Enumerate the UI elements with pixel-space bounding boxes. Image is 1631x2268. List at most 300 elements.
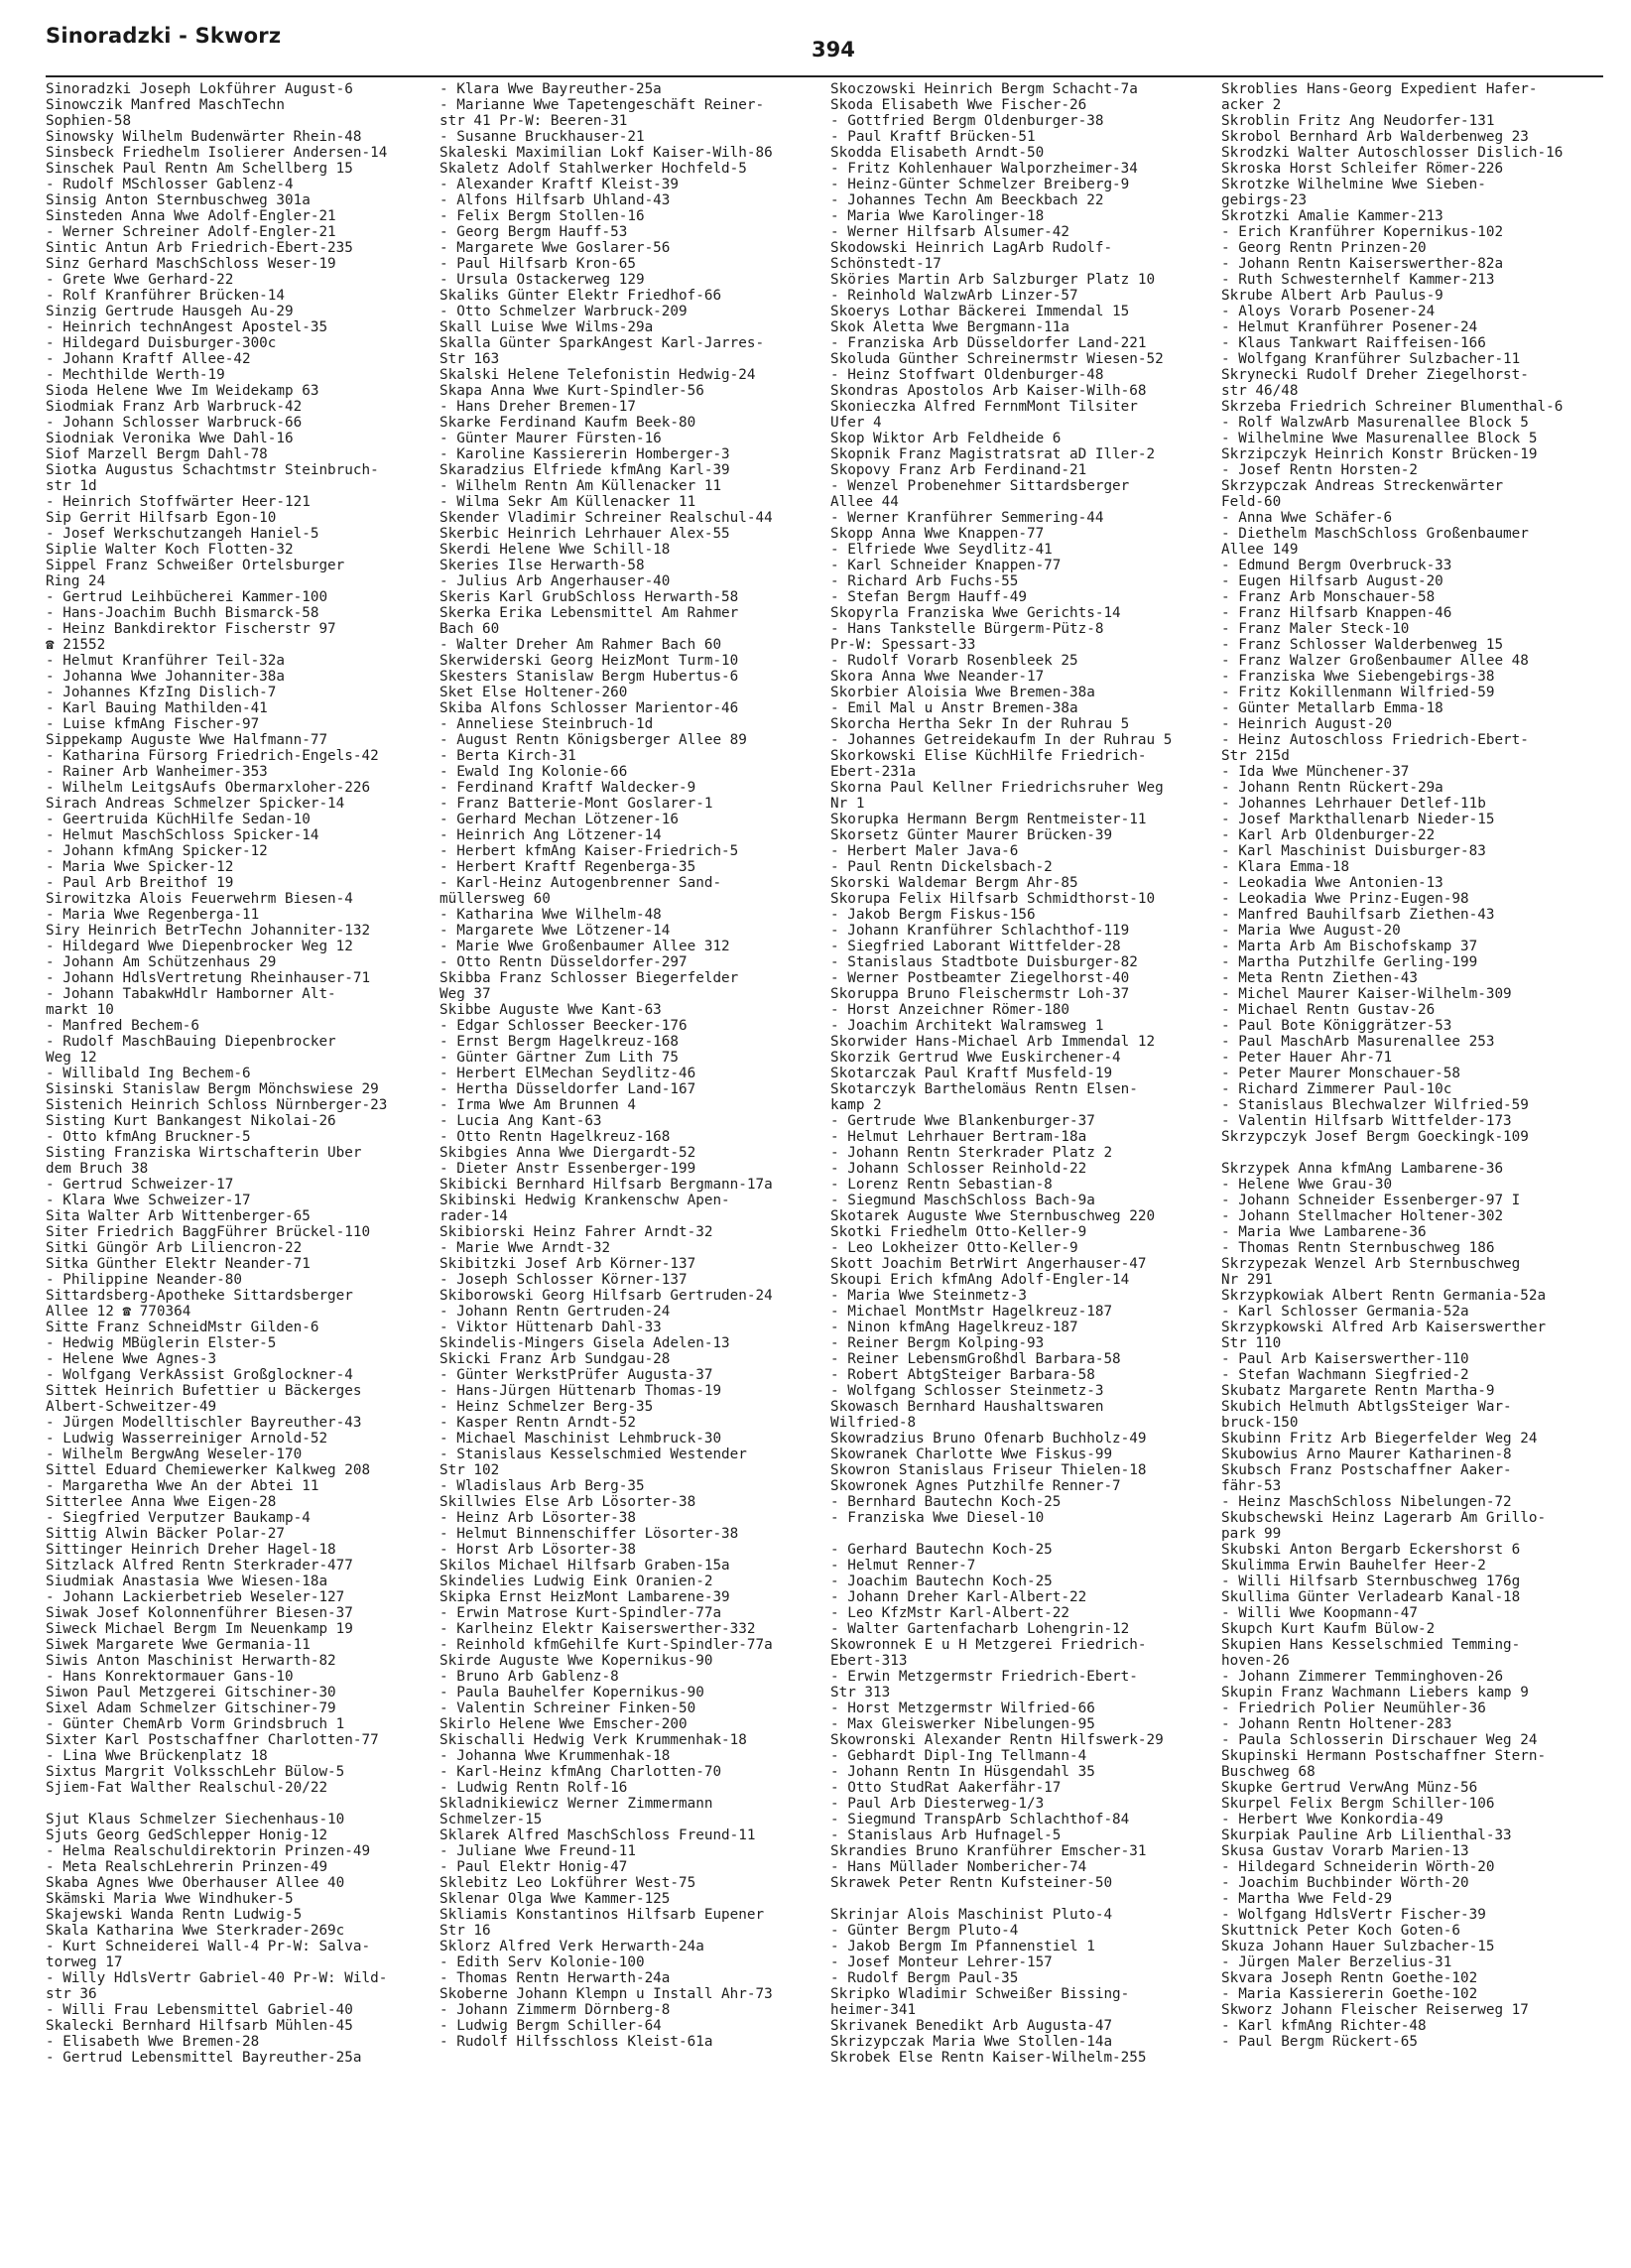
- directory-entry: - Reiner Bergm Kolping-93: [830, 1335, 1045, 1351]
- directory-entry: - Margarete Wwe Goslarer-56: [439, 240, 671, 256]
- directory-entry: - Rainer Arb Wanheimer-353: [46, 764, 268, 780]
- directory-entry: - Paul Elektr Honig-47: [439, 1859, 628, 1875]
- directory-column-3: [830, 81, 1205, 2066]
- directory-entry: Skurpiak Pauline Arb Lilienthal-33: [1221, 1827, 1512, 1843]
- directory-entry: - Dieter Anstr Essenberger-199: [439, 1161, 696, 1177]
- directory-entry: - Hildegard Duisburger-300c: [46, 335, 277, 351]
- directory-entry: - Ida Wwe Münchener-37: [1221, 764, 1410, 780]
- directory-entry: - Jakob Bergm Fiskus-156: [830, 907, 1036, 923]
- directory-entry: Skrobek Else Rentn Kaiser-Wilhelm-255: [830, 2050, 1147, 2066]
- directory-entry: Skorupka Hermann Bergm Rentmeister-11: [830, 812, 1147, 827]
- directory-entry: Sisting Franziska Wirtschafterin Über: [46, 1145, 362, 1161]
- directory-entry: Skerwiderski Georg HeizMont Turm-10: [439, 653, 739, 669]
- directory-entry: - Helmut Lehrhauer Bertram-18a: [830, 1129, 1087, 1145]
- directory-entry: - Edmund Bergm Overbruck-33: [1221, 558, 1452, 573]
- directory-entry: Skerka Erika Lebensmittel Am Rahmer: [439, 605, 739, 621]
- directory-entry: Str 163: [439, 351, 500, 367]
- directory-entry: - Ernst Bergm Hagelkreuz-168: [439, 1034, 680, 1050]
- directory-entry: Sirowitzka Alois Feuerwehrm Biesen-4: [46, 891, 353, 907]
- directory-entry: - Heinrich August-20: [1221, 716, 1393, 732]
- directory-entry: Skupke Gertrud VerwAng Münz-56: [1221, 1780, 1478, 1796]
- directory-entry: Str 102: [439, 1462, 500, 1478]
- directory-entry: Sitzlack Alfred Rentn Sterkrader-477: [46, 1558, 353, 1574]
- directory-entry: - Willy HdlsVertr Gabriel-40 Pr-W: Wild-: [46, 1970, 388, 1986]
- directory-entry: - Paul Arb Diesterweg-1/3: [830, 1796, 1045, 1812]
- entry-gap: [830, 1526, 1205, 1542]
- directory-entry: - Hertha Düsseldorfer Land-167: [439, 1081, 696, 1097]
- directory-entry: - Erwin Matrose Kurt-Spindler-77a: [439, 1605, 722, 1621]
- directory-entry: - Willibald Ing Bechem-6: [46, 1066, 251, 1081]
- directory-entry: Sixtus Margrit VolksschLehr Bülow-5: [46, 1764, 345, 1780]
- directory-entry: Skuttnick Peter Koch Goten-6: [1221, 1923, 1461, 1939]
- directory-entry: Sippekamp Auguste Wwe Halfmann-77: [46, 732, 328, 748]
- directory-entry: Skotki Friedhelm Otto-Keller-9: [830, 1224, 1087, 1240]
- directory-entry: - Geertruida KüchHilfe Sedan-10: [46, 812, 311, 827]
- directory-entry: Skajewski Wanda Rentn Ludwig-5: [46, 1907, 303, 1923]
- directory-entry: - Hedwig MBüglerin Elster-5: [46, 1335, 277, 1351]
- directory-entry: - Johann Schneider Essenberger-97 I: [1221, 1193, 1521, 1208]
- directory-entry: - Joseph Schlosser Körner-137: [439, 1272, 688, 1288]
- directory-entry: - Heinrich Ang Lötzener-14: [439, 827, 662, 843]
- directory-entry: Skopp Anna Wwe Knappen-77: [830, 526, 1045, 542]
- directory-entry: Siodniak Veronika Wwe Dahl-16: [46, 431, 294, 446]
- directory-entry: Skuza Johann Hauer Sulzbacher-15: [1221, 1939, 1495, 1954]
- directory-entry: Schmelzer-15: [439, 1812, 543, 1827]
- directory-entry: - Ruth Schwesternhelf Kammer-213: [1221, 272, 1495, 288]
- directory-entry: Sippel Franz Schweißer Ortelsburger: [46, 558, 345, 573]
- directory-entry: - Erich Kranführer Kopernikus-102: [1221, 224, 1504, 240]
- directory-entry: Buschweg 68: [1221, 1764, 1316, 1780]
- directory-entry: Skopyrla Franziska Wwe Gerichts-14: [830, 605, 1121, 621]
- directory-entry: Sinsteden Anna Wwe Adolf-Engler-21: [46, 208, 336, 224]
- directory-entry: - Helmut Kranführer Teil-32a: [46, 653, 286, 669]
- directory-entry: Skorbier Aloisia Wwe Bremen-38a: [830, 685, 1095, 700]
- directory-entry: - Maria Wwe August-20: [1221, 923, 1401, 939]
- directory-entry: - Wolfgang Kranführer Sulzbacher-11: [1221, 351, 1521, 367]
- directory-entry: - Karl Schlosser Germania-52a: [1221, 1304, 1469, 1320]
- directory-entry: Skrizypczak Maria Wwe Stollen-14a: [830, 2034, 1113, 2050]
- directory-entry: Skowronnek E u H Metzgerei Friedrich-: [830, 1637, 1147, 1653]
- directory-entry: Skupinski Hermann Postschaffner Stern-: [1221, 1748, 1547, 1764]
- directory-entry: - Margarete Wwe Lötzener-14: [439, 923, 671, 939]
- directory-entry: Skeris Karl GrubSchloss Herwarth-58: [439, 589, 739, 605]
- directory-entry: - Maria Wwe Steinmetz-3: [830, 1288, 1027, 1304]
- directory-entry: - Viktor Hüttenarb Dahl-33: [439, 1320, 662, 1335]
- directory-entry: - Leo Lokheizer Otto-Keller-9: [830, 1240, 1078, 1256]
- directory-entry: Skerbic Heinrich Lehrhauer Alex-55: [439, 526, 730, 542]
- directory-entry: - Karl-Heinz kfmAng Charlotten-70: [439, 1764, 722, 1780]
- directory-entry: Skalski Helene Telefonistin Hedwig-24: [439, 367, 756, 383]
- directory-entry: Skrzypezak Wenzel Arb Sternbuschweg: [1221, 1256, 1521, 1272]
- directory-entry: Sittinger Heinrich Dreher Hagel-18: [46, 1542, 336, 1558]
- directory-entry: Skaradzius Elfriede kfmAng Karl-39: [439, 462, 730, 478]
- directory-entry: Weg 37: [439, 986, 491, 1002]
- directory-entry: - Johanna Wwe Johanniter-38a: [46, 669, 286, 685]
- directory-entry: - Klara Wwe Bayreuther-25a: [439, 81, 662, 97]
- directory-entry: Skrzypkowski Alfred Arb Kaiserswerther: [1221, 1320, 1547, 1335]
- directory-entry: - Paul Arb Kaiserswerther-110: [1221, 1351, 1469, 1367]
- directory-entry: Skorkowski Elise KüchHilfe Friedrich-: [830, 748, 1147, 764]
- directory-entry: Skoda Elisabeth Wwe Fischer-26: [830, 97, 1087, 113]
- directory-entry: Siotka Augustus Schachtmstr Steinbruch-: [46, 462, 379, 478]
- directory-entry: Sinowsky Wilhelm Budenwärter Rhein-48: [46, 129, 362, 145]
- directory-entry: Skapa Anna Wwe Kurt-Spindler-56: [439, 383, 704, 399]
- directory-entry: - Siegfried Laborant Wittfelder-28: [830, 939, 1121, 954]
- directory-entry: Sköries Martin Arb Salzburger Platz 10: [830, 272, 1156, 288]
- directory-entry: - Mechthilde Werth-19: [46, 367, 225, 383]
- directory-entry: müllersweg 60: [439, 891, 551, 907]
- directory-entry: Skondras Apostolos Arb Kaiser-Wilh-68: [830, 383, 1147, 399]
- directory-entry: Skotarczyk Barthelomäus Rentn Elsen-: [830, 1081, 1138, 1097]
- directory-entry: - Wilhelm LeitgsAufs Obermarxloher-226: [46, 780, 371, 796]
- directory-entry: - Philippine Neander-80: [46, 1272, 242, 1288]
- directory-entry: - Hans Tankstelle Bürgerm-Pütz-8: [830, 621, 1104, 637]
- directory-entry: Sirach Andreas Schmelzer Spicker-14: [46, 796, 345, 812]
- directory-entry: Feld-60: [1221, 494, 1282, 510]
- directory-entry: Str 215d: [1221, 748, 1290, 764]
- directory-entry: Sittig Alwin Bäcker Polar-27: [46, 1526, 286, 1542]
- directory-entry: Skowranek Charlotte Wwe Fiskus-99: [830, 1447, 1113, 1462]
- directory-entry: - Edgar Schlosser Beecker-176: [439, 1018, 688, 1034]
- directory-entry: - Günter Gärtner Zum Lith 75: [439, 1050, 680, 1066]
- directory-entry: - Heinz Bankdirektor Fischerstr 97: [46, 621, 336, 637]
- directory-entry: Skämski Maria Wwe Windhuker-5: [46, 1891, 294, 1907]
- directory-entry: Skullima Günter Verladearb Kanal-18: [1221, 1589, 1521, 1605]
- directory-entry: bruck-150: [1221, 1415, 1299, 1431]
- directory-entry: - Johann Rentn Sterkrader Platz 2: [830, 1145, 1113, 1161]
- directory-entry: - Horst Anzeichner Römer-180: [830, 1002, 1070, 1018]
- directory-entry: Skala Katharina Wwe Sterkrader-269c: [46, 1923, 345, 1939]
- directory-entry: Skubich Helmuth AbtlgsSteiger War-: [1221, 1399, 1512, 1415]
- directory-entry: - Johann Kranführer Schlachthof-119: [830, 923, 1130, 939]
- directory-entry: - Otto Rentn Hagelkreuz-168: [439, 1129, 671, 1145]
- directory-entry: - Willi Wwe Koopmann-47: [1221, 1605, 1418, 1621]
- entry-list: [1221, 81, 1596, 2050]
- directory-entry: Sinoradzki Joseph Lokführer August-6: [46, 81, 353, 97]
- directory-entry: - Johann Schlosser Reinhold-22: [830, 1161, 1087, 1177]
- directory-entry: - Jürgen Modelltischler Bayreuther-43: [46, 1415, 362, 1431]
- directory-entry: Skubowius Arno Maurer Katharinen-8: [1221, 1447, 1512, 1462]
- directory-entry: - Maria Kassiererin Goethe-102: [1221, 1986, 1478, 2002]
- directory-entry: - Johann Kraftf Allee-42: [46, 351, 251, 367]
- directory-entry: Skorwider Hans-Michael Arb Immendal 12: [830, 1034, 1156, 1050]
- directory-entry: - Hans Dreher Bremen-17: [439, 399, 636, 415]
- directory-entry: Skoluda Günther Schreinermstr Wiesen-52: [830, 351, 1164, 367]
- directory-entry: - Paula Bauhelfer Kopernikus-90: [439, 1685, 704, 1701]
- directory-entry: - Jürgen Maler Berzelius-31: [1221, 1954, 1452, 1970]
- directory-entry: - Grete Wwe Gerhard-22: [46, 272, 234, 288]
- directory-entry: - Klara Wwe Schweizer-17: [46, 1193, 251, 1208]
- directory-entry: - Heinrich Stoffwärter Heer-121: [46, 494, 311, 510]
- directory-entry: Skubski Anton Bergarb Eckershorst 6: [1221, 1542, 1521, 1558]
- directory-entry: - Robert AbtgSteiger Barbara-58: [830, 1367, 1095, 1383]
- directory-entry: - Karlheinz Elektr Kaiserswerther-332: [439, 1621, 756, 1637]
- directory-entry: Skupien Hans Kesselschmied Temming-: [1221, 1637, 1521, 1653]
- directory-entry: - Reinhold WalzwArb Linzer-57: [830, 288, 1078, 304]
- directory-entry: - Gertrud Leihbücherei Kammer-100: [46, 589, 328, 605]
- directory-entry: Siwon Paul Metzgerei Gitschiner-30: [46, 1685, 336, 1701]
- entry-list: [830, 81, 1205, 2066]
- directory-entry: - Günter WerkstPrüfer Augusta-37: [439, 1367, 713, 1383]
- directory-entry: - Maria Wwe Lambarene-36: [1221, 1224, 1427, 1240]
- directory-entry: Siwis Anton Maschinist Herwarth-82: [46, 1653, 336, 1669]
- directory-entry: - Günter Metallarb Emma-18: [1221, 700, 1443, 716]
- directory-entry: Nr 291: [1221, 1272, 1273, 1288]
- directory-entry: - Johann Rentn Kaiserswerther-82a: [1221, 256, 1504, 272]
- directory-entry: - Johann Schlosser Warbruck-66: [46, 415, 303, 431]
- directory-entry: - Günter Bergm Pluto-4: [830, 1923, 1019, 1939]
- directory-entry: - Manfred Bauhilfsarb Ziethen-43: [1221, 907, 1495, 923]
- directory-entry: Skopovy Franz Arb Ferdinand-21: [830, 462, 1087, 478]
- directory-entry: - Valentin Schreiner Finken-50: [439, 1701, 696, 1716]
- directory-entry: - Diethelm MaschSchloss Großenbaumer: [1221, 526, 1529, 542]
- directory-entry: - Paul Kraftf Brücken-51: [830, 129, 1036, 145]
- directory-entry: Skorsetz Günter Maurer Brücken-39: [830, 827, 1113, 843]
- directory-entry: hoven-26: [1221, 1653, 1290, 1669]
- directory-entry: Sinowczik Manfred MaschTechn: [46, 97, 286, 113]
- directory-entry: Skibba Franz Schlosser Biegerfelder: [439, 970, 739, 986]
- directory-entry: - Wolfgang VerkAssist Großglockner-4: [46, 1367, 353, 1383]
- directory-entry: Bach 60: [439, 621, 500, 637]
- directory-entry: - Herbert Wwe Konkordia-49: [1221, 1812, 1443, 1827]
- directory-entry: - Johann TabakwHdlr Hamborner Alt-: [46, 986, 336, 1002]
- directory-entry: Skaletz Adolf Stahlwerker Hochfeld-5: [439, 161, 747, 177]
- directory-entry: Skulimma Erwin Bauhelfer Heer-2: [1221, 1558, 1486, 1574]
- directory-entry: - Franz Walzer Großenbaumer Allee 48: [1221, 653, 1529, 669]
- directory-entry: Sisinski Stanislaw Bergm Mönchswiese 29: [46, 1081, 379, 1097]
- directory-entry: Skodda Elisabeth Arndt-50: [830, 145, 1045, 161]
- directory-entry: Siwek Margarete Wwe Germania-11: [46, 1637, 311, 1653]
- directory-entry: - Rolf Kranführer Brücken-14: [46, 288, 286, 304]
- directory-entry: - Ludwig Bergm Schiller-64: [439, 2018, 662, 2034]
- directory-entry: - Johann kfmAng Spicker-12: [46, 843, 268, 859]
- directory-entry: - Gertrude Wwe Blankenburger-37: [830, 1113, 1095, 1129]
- directory-entry: - Heinz-Günter Schmelzer Breiberg-9: [830, 177, 1130, 192]
- directory-entry: - Franziska Arb Düsseldorfer Land-221: [830, 335, 1147, 351]
- directory-entry: - Gebhardt Dipl-Ing Tellmann-4: [830, 1748, 1087, 1764]
- directory-entry: - Ewald Ing Kolonie-66: [439, 764, 628, 780]
- directory-column-4: [1221, 81, 1596, 2050]
- directory-entry: Sitte Franz SchneidMstr Gilden-6: [46, 1320, 319, 1335]
- directory-entry: Skorski Waldemar Bergm Ahr-85: [830, 875, 1078, 891]
- directory-entry: Skoczowski Heinrich Bergm Schacht-7a: [830, 81, 1138, 97]
- directory-entry: Siry Heinrich BetrTechn Johanniter-132: [46, 923, 371, 939]
- directory-entry: Skalla Günter SparkAngest Karl-Jarres-: [439, 335, 765, 351]
- directory-entry: - Ninon kfmAng Hagelkreuz-187: [830, 1320, 1078, 1335]
- directory-entry: Sklebitz Leo Lokführer West-75: [439, 1875, 696, 1891]
- directory-entry: Sjuts Georg GedSchlepper Honig-12: [46, 1827, 328, 1843]
- directory-entry: - Klaus Tankwart Raiffeisen-166: [1221, 335, 1486, 351]
- directory-entry: Allee 149: [1221, 542, 1299, 558]
- directory-entry: - Hans-Joachim Buchh Bismarck-58: [46, 605, 319, 621]
- directory-entry: ☎ 21552: [46, 637, 106, 653]
- directory-entry: - Johann Rentn Gertruden-24: [439, 1304, 671, 1320]
- directory-entry: Sittek Heinrich Bufettier u Bäckerges: [46, 1383, 362, 1399]
- directory-entry: Skrzeba Friedrich Schreiner Blumenthal-6: [1221, 399, 1564, 415]
- directory-entry: Skillwies Else Arb Lösorter-38: [439, 1494, 696, 1510]
- page-number: 394: [812, 38, 855, 62]
- directory-entry: Skrzipczyk Heinrich Konstr Brücken-19: [1221, 446, 1538, 462]
- directory-entry: Skotarczak Paul Kraftf Musfeld-19: [830, 1066, 1113, 1081]
- directory-entry: Skopnik Franz Magistratsrat aD Iller-2: [830, 446, 1156, 462]
- directory-entry: - Julius Arb Angerhauser-40: [439, 573, 671, 589]
- directory-entry: - Ludwig Rentn Rolf-16: [439, 1780, 628, 1796]
- directory-entry: Siplie Walter Koch Flotten-32: [46, 542, 294, 558]
- directory-entry: - Otto kfmAng Bruckner-5: [46, 1129, 251, 1145]
- directory-entry: - Horst Metzgermstr Wilfried-66: [830, 1701, 1095, 1716]
- directory-entry: - Karl kfmAng Richter-48: [1221, 2018, 1427, 2034]
- directory-entry: - Helmut Binnenschiffer Lösorter-38: [439, 1526, 739, 1542]
- directory-entry: - Fritz Kohlenhauer Walporzheimer-34: [830, 161, 1138, 177]
- directory-entry: - Peter Hauer Ahr-71: [1221, 1050, 1393, 1066]
- directory-entry: - Werner Hilfsarb Alsumer-42: [830, 224, 1070, 240]
- directory-entry: Skvara Joseph Rentn Goethe-102: [1221, 1970, 1478, 1986]
- directory-entry: Skrinjar Alois Maschinist Pluto-4: [830, 1907, 1113, 1923]
- directory-entry: Skonieczka Alfred FernmMont Tilsiter: [830, 399, 1138, 415]
- directory-entry: Skibinski Hedwig Krankenschw Apen-: [439, 1193, 730, 1208]
- directory-entry: - Johann HdlsVertretung Rheinhauser-71: [46, 970, 371, 986]
- directory-entry: - August Rentn Königsberger Allee 89: [439, 732, 747, 748]
- directory-entry: - Alexander Kraftf Kleist-39: [439, 177, 680, 192]
- directory-entry: Skaba Agnes Wwe Oberhauser Allee 40: [46, 1875, 345, 1891]
- directory-entry: Pr-W: Spessart-33: [830, 637, 976, 653]
- directory-entry: - Marianne Wwe Tapetengeschäft Reiner-: [439, 97, 765, 113]
- directory-entry: Skurpel Felix Bergm Schiller-106: [1221, 1796, 1495, 1812]
- directory-entry: - Helmut Renner-7: [830, 1558, 976, 1574]
- directory-entry: - Georg Rentn Prinzen-20: [1221, 240, 1427, 256]
- directory-entry: Allee 44: [830, 494, 899, 510]
- directory-entry: Skupch Kurt Kaufm Bülow-2: [1221, 1621, 1436, 1637]
- directory-entry: torweg 17: [46, 1954, 123, 1970]
- directory-entry: Sistenich Heinrich Schloss Nürnberger-23: [46, 1097, 388, 1113]
- directory-entry: - Richard Zimmerer Paul-10c: [1221, 1081, 1452, 1097]
- directory-entry: - Wilhelm Rentn Am Küllenacker 11: [439, 478, 722, 494]
- directory-entry: Wilfried-8: [830, 1415, 917, 1431]
- directory-entry: - Rudolf Vorarb Rosenbleek 25: [830, 653, 1078, 669]
- directory-entry: - Paula Schlosserin Dirschauer Weg 24: [1221, 1732, 1538, 1748]
- directory-entry: - Helmut Kranführer Posener-24: [1221, 319, 1478, 335]
- directory-entry: - Anneliese Steinbruch-1d: [439, 716, 654, 732]
- directory-entry: Skrzypek Anna kfmAng Lambarene-36: [1221, 1161, 1504, 1177]
- directory-entry: - Johann Zimmerer Temminghoven-26: [1221, 1669, 1504, 1685]
- directory-entry: str 41 Pr-W: Beeren-31: [439, 113, 628, 129]
- directory-entry: Skliamis Konstantinos Hilfsarb Eupener: [439, 1907, 765, 1923]
- directory-entry: Skalecki Bernhard Hilfsarb Mühlen-45: [46, 2018, 353, 2034]
- directory-columns: [46, 81, 1613, 2254]
- directory-entry: - Thomas Rentn Sternbuschweg 186: [1221, 1240, 1495, 1256]
- directory-entry: Skicki Franz Arb Sundgau-28: [439, 1351, 671, 1367]
- directory-entry: - Maria Wwe Karolinger-18: [830, 208, 1045, 224]
- directory-entry: Skaliks Günter Elektr Friedhof-66: [439, 288, 722, 304]
- directory-entry: Sinsbeck Friedhelm Isolierer Andersen-14: [46, 145, 388, 161]
- directory-entry: - Otto Schmelzer Warbruck-209: [439, 304, 688, 319]
- directory-entry: - Marie Wwe Großenbaumer Allee 312: [439, 939, 730, 954]
- directory-entry: - Reinhold kfmGehilfe Kurt-Spindler-77a: [439, 1637, 773, 1653]
- directory-entry: - Hans Konrektormauer Gans-10: [46, 1669, 294, 1685]
- directory-entry: - Paul Hilfsarb Kron-65: [439, 256, 636, 272]
- directory-entry: Sioda Helene Wwe Im Weidekamp 63: [46, 383, 319, 399]
- directory-entry: Skirlo Helene Wwe Emscher-200: [439, 1716, 688, 1732]
- directory-entry: - Margaretha Wwe An der Abtei 11: [46, 1478, 319, 1494]
- directory-entry: - Joachim Bautechn Koch-25: [830, 1574, 1053, 1589]
- directory-entry: - Karl Arb Oldenburger-22: [1221, 827, 1436, 843]
- directory-entry: - Rudolf MaschBauing Diepenbrocker: [46, 1034, 336, 1050]
- directory-entry: Skrzypkowiak Albert Rentn Germania-52a: [1221, 1288, 1547, 1304]
- directory-entry: - Franziska Wwe Diesel-10: [830, 1510, 1045, 1526]
- directory-entry: Skripko Wladimir Schweißer Bissing-: [830, 1986, 1130, 2002]
- directory-entry: - Stanislaus Blechwalzer Wilfried-59: [1221, 1097, 1529, 1113]
- directory-entry: - Herbert ElMechan Seydlitz-46: [439, 1066, 696, 1081]
- directory-entry: Skrotzki Amalie Kammer-213: [1221, 208, 1443, 224]
- directory-entry: str 46/48: [1221, 383, 1299, 399]
- directory-entry: - Juliane Wwe Freund-11: [439, 1843, 636, 1859]
- directory-entry: - Aloys Vorarb Posener-24: [1221, 304, 1436, 319]
- directory-entry: - Bruno Arb Gablenz-8: [439, 1669, 619, 1685]
- directory-entry: Skowasch Bernhard Haushaltswaren: [830, 1399, 1104, 1415]
- directory-entry: - Meta RealschLehrerin Prinzen-49: [46, 1859, 328, 1875]
- directory-entry: - Hildegard Wwe Diepenbrocker Weg 12: [46, 939, 353, 954]
- directory-entry: - Michel Maurer Kaiser-Wilhelm-309: [1221, 986, 1512, 1002]
- directory-entry: Skott Joachim BetrWirt Angerhauser-47: [830, 1256, 1147, 1272]
- directory-entry: - Rudolf Bergm Paul-35: [830, 1970, 1019, 1986]
- directory-entry: - Franz Hilfsarb Knappen-46: [1221, 605, 1452, 621]
- directory-entry: - Katharina Wwe Wilhelm-48: [439, 907, 662, 923]
- directory-entry: - Wolfgang Schlosser Steinmetz-3: [830, 1383, 1104, 1399]
- directory-entry: - Franziska Wwe Siebengebirgs-38: [1221, 669, 1495, 685]
- directory-entry: - Horst Arb Lösorter-38: [439, 1542, 636, 1558]
- directory-entry: - Klara Emma-18: [1221, 859, 1350, 875]
- directory-entry: - Heinz MaschSchloss Nibelungen-72: [1221, 1494, 1512, 1510]
- directory-entry: Ebert-231a: [830, 764, 917, 780]
- directory-entry: Skoupi Erich kfmAng Adolf-Engler-14: [830, 1272, 1130, 1288]
- directory-entry: - Werner Kranführer Semmering-44: [830, 510, 1104, 526]
- directory-entry: Skipka Ernst HeizMont Lambarene-39: [439, 1589, 730, 1605]
- entry-list: [46, 81, 421, 2066]
- directory-entry: Skrawek Peter Rentn Kufsteiner-50: [830, 1875, 1113, 1891]
- directory-entry: - Richard Arb Fuchs-55: [830, 573, 1019, 589]
- directory-entry: Skubatz Margarete Rentn Martha-9: [1221, 1383, 1495, 1399]
- directory-entry: Skop Wiktor Arb Feldheide 6: [830, 431, 1062, 446]
- directory-entry: - Wilhelmine Wwe Masurenallee Block 5: [1221, 431, 1538, 446]
- directory-entry: Skubinn Fritz Arb Biegerfelder Weg 24: [1221, 1431, 1538, 1447]
- directory-entry: - Karl Maschinist Duisburger-83: [1221, 843, 1486, 859]
- directory-entry: Skrynecki Rudolf Dreher Ziegelhorst-: [1221, 367, 1529, 383]
- directory-entry: - Michael Maschinist Lehmbruck-30: [439, 1431, 722, 1447]
- directory-entry: Skibbe Auguste Wwe Kant-63: [439, 1002, 662, 1018]
- directory-entry: - Willi Hilfsarb Sternbuschweg 176g: [1221, 1574, 1521, 1589]
- directory-entry: Skowronski Alexander Rentn Hilfswerk-29: [830, 1732, 1164, 1748]
- directory-entry: - Johann Rentn In Hüsgendahl 35: [830, 1764, 1095, 1780]
- directory-entry: Skoerys Lothar Bäckerei Immendal 15: [830, 304, 1130, 319]
- directory-entry: - Hildegard Schneiderin Wörth-20: [1221, 1859, 1495, 1875]
- directory-entry: Siof Marzell Bergm Dahl-78: [46, 446, 268, 462]
- directory-entry: - Heinz Stoffwart Oldenburger-48: [830, 367, 1104, 383]
- directory-entry: - Wladislaus Arb Berg-35: [439, 1478, 645, 1494]
- directory-entry: Sitka Günther Elektr Neander-71: [46, 1256, 311, 1272]
- directory-entry: Sinzig Gertrude Hausgeh Au-29: [46, 304, 294, 319]
- directory-entry: - Willi Frau Lebensmittel Gabriel-40: [46, 2002, 353, 2018]
- directory-entry: Sket Else Holtener-260: [439, 685, 628, 700]
- directory-entry: Ring 24: [46, 573, 106, 589]
- directory-entry: Albert-Schweitzer-49: [46, 1399, 217, 1415]
- directory-entry: - Helmut MaschSchloss Spicker-14: [46, 827, 319, 843]
- directory-entry: Siweck Michael Bergm Im Neuenkamp 19: [46, 1621, 353, 1637]
- directory-entry: - Lina Wwe Brückenplatz 18: [46, 1748, 268, 1764]
- directory-entry: Sinz Gerhard MaschSchloss Weser-19: [46, 256, 336, 272]
- directory-entry: - Michael MontMstr Hagelkreuz-187: [830, 1304, 1113, 1320]
- directory-entry: Skroska Horst Schleifer Römer-226: [1221, 161, 1504, 177]
- directory-entry: - Bernhard Bautechn Koch-25: [830, 1494, 1062, 1510]
